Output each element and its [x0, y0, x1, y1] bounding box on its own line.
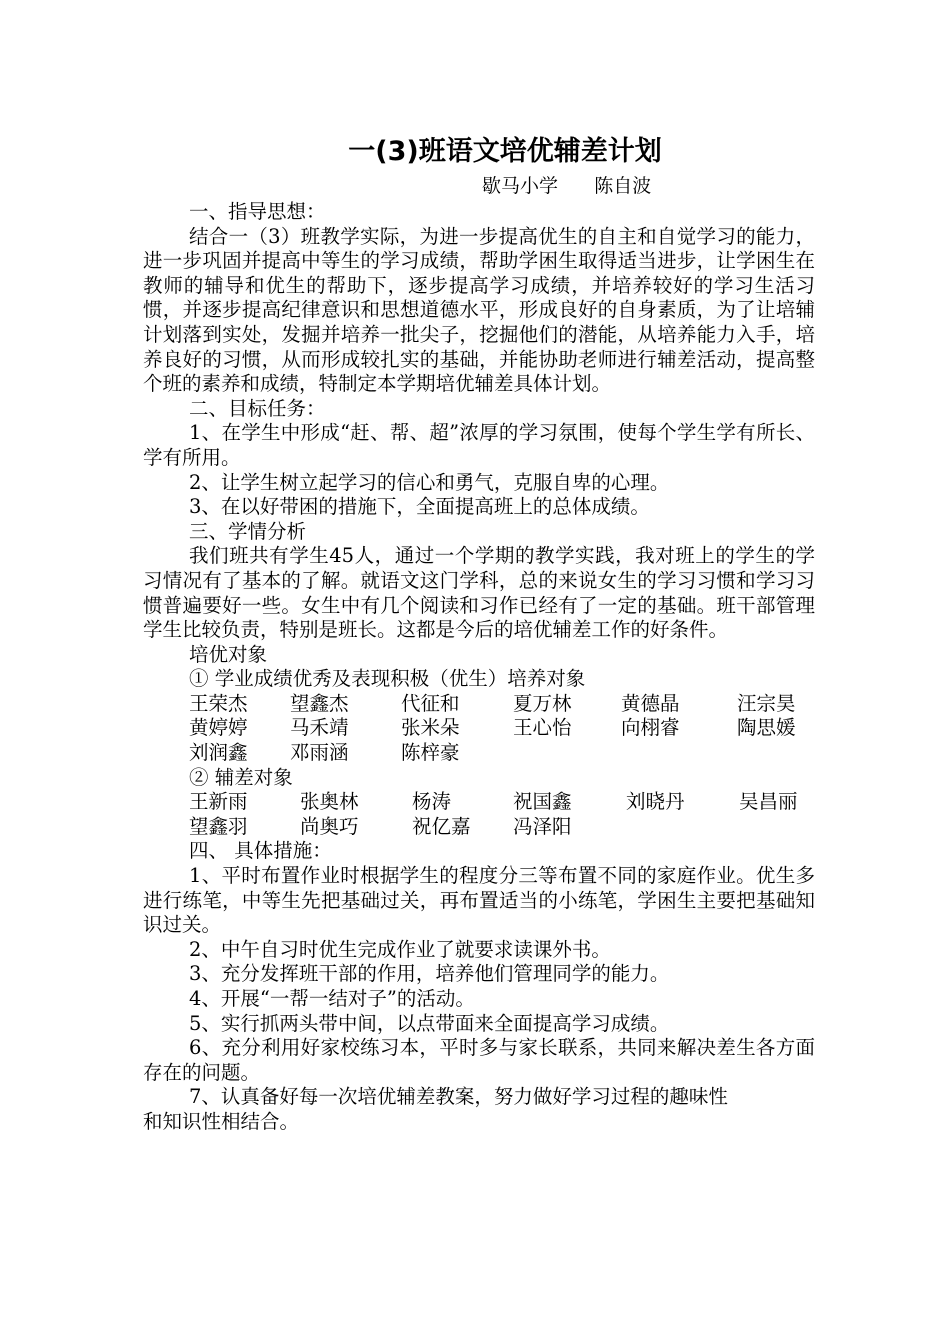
student-name: 邓雨涵: [290, 741, 349, 765]
document-title: 一(3)班语文培优辅差计划: [348, 136, 662, 167]
student-name: 王荣杰: [189, 691, 248, 715]
measure-item: 3、充分发挥班干部的作用，培养他们管理同学的能力。: [189, 962, 670, 986]
document-body: [143, 200, 815, 1135]
measure-item: 5、实行抓两头带中间，以点带面来全面提高学习成绩。: [189, 1011, 670, 1035]
student-name: 祝亿嘉: [412, 814, 471, 838]
student-name: 黄婷婷: [189, 716, 248, 740]
measure-item: 4、开展“一帮一结对子”的活动。: [189, 987, 475, 1010]
student-name-row: [189, 815, 815, 840]
measure-item: 1、平时布置作业时根据学生的程度分三等布置不同的家庭作业。优生多进行练笔，中等生先把基础过关，再布置适当的小练笔，学困生主要把基础知识过关。: [143, 864, 815, 937]
guiding-paragraph: 结合一（3）班教学实际，为进一步提高优生的自主和自觉学习的能力，进一步巩固并提高中等生的学习成绩，帮助学困生取得适当进步，让学困生在教师的辅导和优生的帮助下，逐步提高学习成绩，并培养较好的学习生活习惯，并逐步提高纪律意识和思想道德水平，形成良好的自身素质，为了让培辅计划落到实处，发掘并培养一批尖子，挖掘他们的潜能，从培养能力入手，培养良好的习惯，从而形成较扎实的基础，并能协助老师进行辅差活动，提高整个班的素养和成绩，特制定本学期培优辅差具体计划。: [143, 224, 815, 396]
author-line: 歇马小学 陈自波: [482, 175, 652, 197]
student-name: 陶思媛: [737, 716, 796, 740]
student-name: 望鑫羽: [189, 814, 248, 838]
goal-item: 2、让学生树立起学习的信心和勇气，克服自卑的心理。: [189, 470, 670, 494]
student-name: 杨涛: [412, 790, 452, 814]
student-name: 向栩睿: [621, 716, 680, 740]
student-name: 吴昌丽: [739, 790, 798, 814]
student-name: 黄德晶: [621, 691, 680, 715]
analysis-paragraph: 我们班共有学生45人，通过一个学期的教学实践，我对班上的学生的学习情况有了基本的了解。就语文这门学科，总的来说女生的学习习惯和学习习惯普遍要好一些。女生中有几个阅读和习作已经有了一定的基础。班干部管理学生比较负责，特别是班长。这都是今后的培优辅差工作的好条件。: [143, 544, 815, 642]
student-name: 望鑫杰: [290, 691, 349, 715]
student-name: 尚奥巧: [300, 814, 359, 838]
analysis-heading: 三、学情分析: [189, 519, 307, 543]
student-name: 夏万林: [513, 691, 572, 715]
student-name-row: [189, 790, 815, 815]
goals-heading: 二、目标任务：: [189, 396, 326, 420]
student-name: 陈梓豪: [401, 741, 460, 765]
goal-item: 1、在学生中形成“赶、帮、超”浓厚的学习氛围，使每个学生学有所长、学有所用。: [143, 421, 815, 469]
targets-heading: 培优对象: [189, 642, 268, 666]
student-name: 王新雨: [189, 790, 248, 814]
student-name: 张奥林: [300, 790, 359, 814]
measures-heading: 四、 具体措施：: [189, 839, 332, 863]
goal-item: 3、在以好带困的措施下，全面提高班上的总体成绩。: [189, 495, 650, 519]
student-name: 汪宗昊: [737, 691, 796, 715]
support-heading: ② 辅差对象: [189, 765, 293, 789]
student-name: 冯泽阳: [513, 814, 572, 838]
student-name: 刘润鑫: [189, 741, 248, 765]
measure-item-continuation: 和知识性相结合。: [143, 1109, 300, 1133]
measure-item: 6、充分利用好家校练习本，平时多与家长联系，共同来解决差生各方面存在的问题。: [143, 1036, 815, 1084]
student-name: 王心怡: [513, 716, 572, 740]
student-name-row: [189, 692, 815, 717]
student-name: 代征和: [401, 691, 460, 715]
measure-item: 2、中午自习时优生完成作业了就要求读课外书。: [189, 937, 611, 961]
excellent-heading: ① 学业成绩优秀及表现积极（优生）培养对象: [189, 667, 586, 691]
student-name: 张米朵: [401, 716, 460, 740]
student-name: 刘晓丹: [626, 790, 685, 814]
student-name-row: [189, 741, 815, 766]
excellent-student-list: [143, 692, 815, 766]
support-student-list: [143, 790, 815, 839]
measure-item: 7、认真备好每一次培优辅差教案，努力做好学习过程的趣味性: [189, 1085, 728, 1109]
student-name: 祝国鑫: [513, 790, 572, 814]
student-name-row: [189, 716, 815, 741]
student-name: 马禾靖: [290, 716, 349, 740]
guiding-heading: 一、指导思想：: [189, 200, 326, 223]
